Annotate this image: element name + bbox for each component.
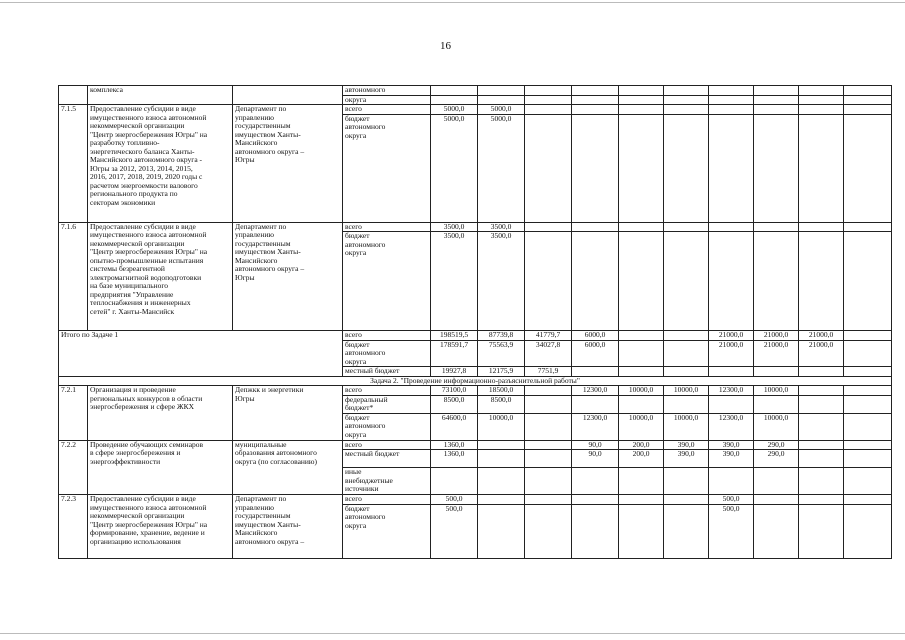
amount-cell	[844, 95, 892, 105]
amount-cell: 10000,0	[478, 413, 525, 440]
amount-cell	[799, 450, 844, 468]
amount-cell	[754, 468, 799, 495]
amount-cell: 390,0	[664, 440, 709, 450]
item-number: 7.2.2	[59, 440, 88, 495]
amount-cell	[754, 395, 799, 413]
amount-cell	[525, 450, 572, 468]
amount-cell	[709, 395, 754, 413]
executor: муниципальные образования автономного округа (по согласованию)	[233, 440, 343, 495]
amount-cell	[572, 495, 619, 505]
item-number	[59, 86, 88, 105]
amount-cell	[431, 95, 478, 105]
item-name: Предоставление субсидии в виде имущественного взноса автономной некоммерческой организации "Центр энергосбережения Югры" на опытно-промышленные испытания системы безреагентной электромагнитной водоподготовки на базе муниципального предприятия "Управление теплоснабжения и инженерных сетей" г. Ханты-Мансийск	[88, 222, 233, 331]
executor: Департамент по управлению государственным имуществом Ханты- Мансийского автономного округа – Югры	[233, 222, 343, 331]
item-number: 7.1.6	[59, 222, 88, 331]
amount-cell: 12300,0	[709, 386, 754, 396]
amount-cell: 10000,0	[664, 386, 709, 396]
amount-cell: 290,0	[754, 440, 799, 450]
amount-cell	[844, 504, 892, 558]
amount-cell	[799, 468, 844, 495]
funding-source: бюджет автономного округа	[343, 504, 431, 558]
amount-cell: 1360,0	[431, 450, 478, 468]
amount-cell	[525, 386, 572, 396]
item-name: Предоставление субсидии в виде имущественного взноса автономной некоммерческой организации "Центр энергосбережения Югры" на разработку топливно- энергетического баланса Ханты- Мансийского автономного округа - Югры за 2012, 2013, 2014, 2015, 2016, 2017, 2018, 2019, 2020 годы с расчетом энергоемкости валового регионального продукта по секторам экономики	[88, 105, 233, 223]
amount-cell: 64600,0	[431, 413, 478, 440]
item-number: 7.2.3	[59, 495, 88, 559]
table-row	[59, 222, 892, 232]
amount-cell	[619, 395, 664, 413]
total-label: Итого по Задаче 1	[59, 331, 343, 377]
amount-cell	[478, 86, 525, 96]
amount-cell	[754, 222, 799, 232]
executor	[233, 86, 343, 105]
amount-cell: 10000,0	[754, 386, 799, 396]
amount-cell	[754, 367, 799, 377]
amount-cell	[754, 86, 799, 96]
amount-cell	[572, 367, 619, 377]
amount-cell	[709, 105, 754, 115]
amount-cell	[525, 504, 572, 558]
amount-cell	[619, 495, 664, 505]
amount-cell: 10000,0	[619, 413, 664, 440]
amount-cell	[664, 232, 709, 331]
amount-cell	[754, 114, 799, 222]
amount-cell	[572, 504, 619, 558]
executor: Департамент по управлению государственным имуществом Ханты- Мансийского автономного округа –	[233, 495, 343, 559]
amount-cell: 1360,0	[431, 440, 478, 450]
amount-cell	[709, 232, 754, 331]
amount-cell: 8500,0	[431, 395, 478, 413]
funding-source: всего	[343, 440, 431, 450]
amount-cell	[619, 367, 664, 377]
amount-cell: 18500,0	[478, 386, 525, 396]
amount-cell	[664, 222, 709, 232]
amount-cell	[572, 232, 619, 331]
amount-cell: 3500,0	[478, 222, 525, 232]
executor: Депжкк и энергетики Югры	[233, 386, 343, 441]
amount-cell	[799, 232, 844, 331]
table-row	[59, 386, 892, 396]
amount-cell: 12300,0	[572, 386, 619, 396]
amount-cell: 390,0	[664, 450, 709, 468]
amount-cell: 21000,0	[754, 331, 799, 341]
amount-cell: 5000,0	[478, 114, 525, 222]
amount-cell: 500,0	[709, 495, 754, 505]
amount-cell	[799, 440, 844, 450]
amount-cell: 21000,0	[799, 331, 844, 341]
amount-cell	[619, 222, 664, 232]
amount-cell	[844, 413, 892, 440]
amount-cell: 390,0	[709, 450, 754, 468]
funding-source: федеральный бюджет*	[343, 395, 431, 413]
amount-cell	[664, 86, 709, 96]
amount-cell: 10000,0	[664, 413, 709, 440]
funding-source: иные внебюджетные источники	[343, 468, 431, 495]
amount-cell: 198519,5	[431, 331, 478, 341]
task-heading: Задача 2. "Проведение информационно-разъяснительной работы"	[59, 376, 892, 386]
funding-source: местный бюджет	[343, 450, 431, 468]
amount-cell	[664, 340, 709, 367]
amount-cell	[664, 114, 709, 222]
amount-cell	[844, 386, 892, 396]
amount-cell	[525, 395, 572, 413]
amount-cell	[572, 95, 619, 105]
amount-cell: 10000,0	[619, 386, 664, 396]
amount-cell	[664, 105, 709, 115]
item-number: 7.2.1	[59, 386, 88, 441]
amount-cell	[664, 504, 709, 558]
amount-cell	[844, 440, 892, 450]
amount-cell: 21000,0	[709, 331, 754, 341]
funding-source: всего	[343, 222, 431, 232]
amount-cell	[525, 105, 572, 115]
amount-cell	[754, 95, 799, 105]
amount-cell	[525, 495, 572, 505]
item-number: 7.1.5	[59, 105, 88, 223]
amount-cell: 12300,0	[572, 413, 619, 440]
amount-cell: 5000,0	[478, 105, 525, 115]
amount-cell	[799, 495, 844, 505]
page-bottom-edge	[0, 633, 905, 634]
amount-cell: 12300,0	[709, 413, 754, 440]
amount-cell	[619, 331, 664, 341]
funding-source: всего	[343, 495, 431, 505]
amount-cell	[619, 105, 664, 115]
amount-cell: 500,0	[431, 504, 478, 558]
amount-cell	[431, 86, 478, 96]
amount-cell	[709, 468, 754, 495]
amount-cell	[525, 232, 572, 331]
amount-cell: 290,0	[754, 450, 799, 468]
amount-cell	[525, 95, 572, 105]
amount-cell	[844, 222, 892, 232]
amount-cell	[844, 105, 892, 115]
amount-cell: 21000,0	[799, 340, 844, 367]
funding-source: бюджет автономного округа	[343, 413, 431, 440]
amount-cell	[525, 468, 572, 495]
funding-source: всего	[343, 386, 431, 396]
amount-cell: 8500,0	[478, 395, 525, 413]
total-row	[59, 331, 892, 341]
amount-cell	[799, 395, 844, 413]
amount-cell	[478, 495, 525, 505]
amount-cell	[619, 504, 664, 558]
amount-cell	[572, 86, 619, 96]
amount-cell: 41779,7	[525, 331, 572, 341]
amount-cell	[664, 395, 709, 413]
amount-cell	[844, 331, 892, 341]
amount-cell: 12175,9	[478, 367, 525, 377]
amount-cell	[709, 114, 754, 222]
amount-cell	[799, 95, 844, 105]
amount-cell	[799, 413, 844, 440]
amount-cell	[844, 340, 892, 367]
task-header-row	[59, 376, 892, 386]
amount-cell	[709, 222, 754, 232]
program-table	[58, 85, 892, 559]
item-name: Проведение обучающих семинаров в сфере энергосбережения и энергоэффективности	[88, 440, 233, 495]
amount-cell	[799, 504, 844, 558]
amount-cell: 73100,0	[431, 386, 478, 396]
item-name: Организация и проведение региональных конкурсов в области энергосбережения и сфере ЖКХ	[88, 386, 233, 441]
amount-cell	[844, 395, 892, 413]
amount-cell: 19927,8	[431, 367, 478, 377]
funding-source: бюджет автономного округа	[343, 340, 431, 367]
amount-cell	[799, 367, 844, 377]
amount-cell	[572, 468, 619, 495]
amount-cell	[478, 440, 525, 450]
item-name: Предоставление субсидии в виде имущественного взноса автономной некоммерческой организации "Центр энергосбережения Югры" на формирование, хранение, ведение и организацию использования	[88, 495, 233, 559]
amount-cell: 6000,0	[572, 340, 619, 367]
amount-cell: 5000,0	[431, 105, 478, 115]
amount-cell	[619, 95, 664, 105]
amount-cell	[525, 440, 572, 450]
amount-cell: 3500,0	[431, 232, 478, 331]
amount-cell: 3500,0	[478, 232, 525, 331]
amount-cell: 90,0	[572, 440, 619, 450]
amount-cell	[619, 232, 664, 331]
amount-cell: 6000,0	[572, 331, 619, 341]
funding-source: бюджет автономного округа	[343, 114, 431, 222]
amount-cell: 500,0	[709, 504, 754, 558]
amount-cell	[664, 95, 709, 105]
amount-cell	[572, 395, 619, 413]
amount-cell	[572, 114, 619, 222]
amount-cell: 3500,0	[431, 222, 478, 232]
amount-cell: 200,0	[619, 450, 664, 468]
funding-source: местный бюджет	[343, 367, 431, 377]
amount-cell	[431, 468, 478, 495]
amount-cell	[754, 504, 799, 558]
amount-cell	[709, 95, 754, 105]
table-row	[59, 105, 892, 115]
amount-cell: 178591,7	[431, 340, 478, 367]
amount-cell	[664, 367, 709, 377]
amount-cell	[799, 86, 844, 96]
amount-cell	[799, 114, 844, 222]
funding-source: округа	[343, 95, 431, 105]
amount-cell: 90,0	[572, 450, 619, 468]
amount-cell	[478, 468, 525, 495]
amount-cell: 21000,0	[754, 340, 799, 367]
amount-cell	[619, 340, 664, 367]
amount-cell	[754, 105, 799, 115]
amount-cell	[844, 86, 892, 96]
amount-cell	[619, 114, 664, 222]
amount-cell	[799, 386, 844, 396]
table-row	[59, 86, 892, 96]
amount-cell: 5000,0	[431, 114, 478, 222]
page-number: 16	[440, 40, 451, 52]
funding-source: всего	[343, 105, 431, 115]
amount-cell: 34027,8	[525, 340, 572, 367]
amount-cell	[664, 468, 709, 495]
amount-cell	[844, 114, 892, 222]
amount-cell: 390,0	[709, 440, 754, 450]
amount-cell	[754, 232, 799, 331]
amount-cell	[754, 495, 799, 505]
amount-cell: 87739,8	[478, 331, 525, 341]
amount-cell	[572, 105, 619, 115]
item-name: комплекса	[88, 86, 233, 105]
amount-cell	[844, 468, 892, 495]
amount-cell: 500,0	[431, 495, 478, 505]
amount-cell	[664, 331, 709, 341]
amount-cell	[478, 504, 525, 558]
amount-cell	[478, 450, 525, 468]
amount-cell	[525, 86, 572, 96]
amount-cell	[619, 86, 664, 96]
amount-cell: 10000,0	[754, 413, 799, 440]
table-row	[59, 440, 892, 450]
amount-cell	[844, 232, 892, 331]
amount-cell	[619, 468, 664, 495]
amount-cell	[525, 114, 572, 222]
funding-source: автономного	[343, 86, 431, 96]
amount-cell	[799, 222, 844, 232]
amount-cell: 200,0	[619, 440, 664, 450]
table-row	[59, 495, 892, 505]
amount-cell	[799, 105, 844, 115]
amount-cell	[844, 495, 892, 505]
amount-cell	[572, 222, 619, 232]
amount-cell: 7751,9	[525, 367, 572, 377]
amount-cell	[525, 222, 572, 232]
executor: Департамент по управлению государственным имуществом Ханты- Мансийского автономного округа – Югры	[233, 105, 343, 223]
amount-cell: 75563,9	[478, 340, 525, 367]
amount-cell	[709, 367, 754, 377]
funding-source: всего	[343, 331, 431, 341]
amount-cell	[709, 86, 754, 96]
amount-cell: 21000,0	[709, 340, 754, 367]
amount-cell	[478, 95, 525, 105]
amount-cell	[664, 495, 709, 505]
amount-cell	[525, 413, 572, 440]
page-top-edge	[0, 2, 905, 3]
amount-cell	[844, 450, 892, 468]
amount-cell	[844, 367, 892, 377]
funding-source: бюджет автономного округа	[343, 232, 431, 331]
